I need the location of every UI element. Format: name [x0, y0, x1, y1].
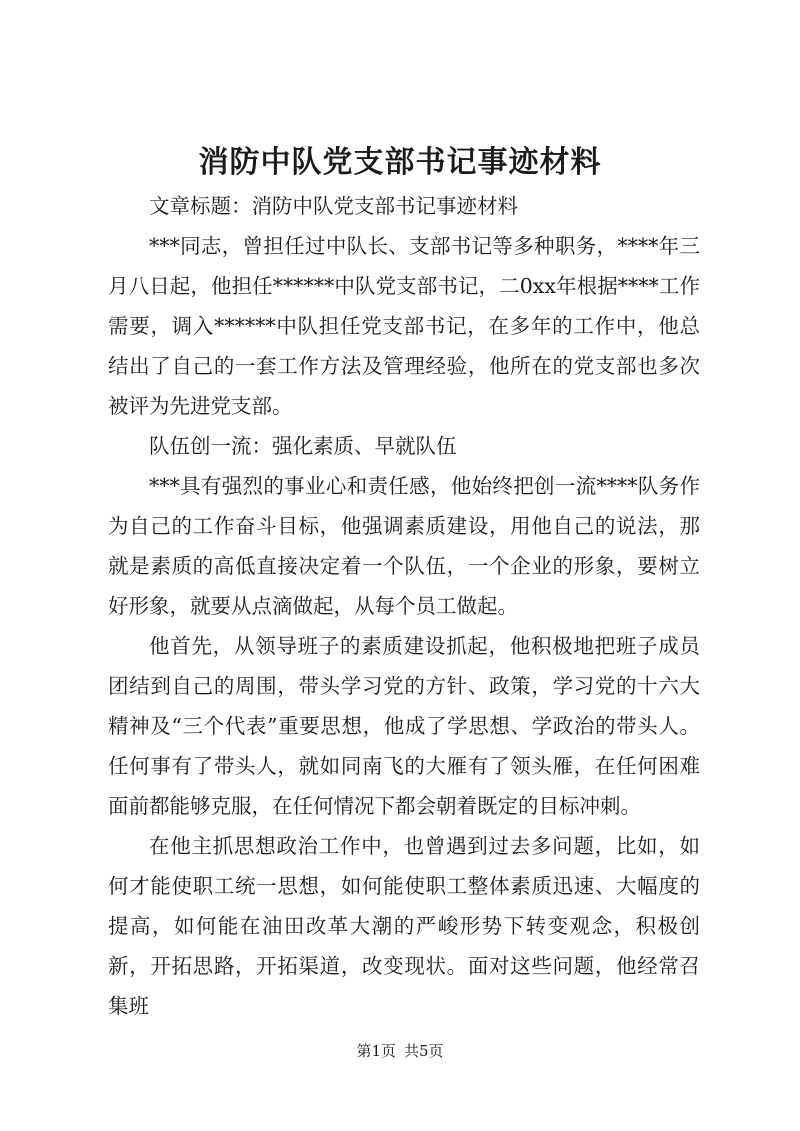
paragraph: 在他主抓思想政治工作中，也曾遇到过去多问题，比如，如何才能使职工统一思想，如何能使职工整体素质迅速、大幅度的提高，如何能在油田改革大潮的严峻形势下转变观念，积极创新，开拓思路，开拓渠道，改变现状。面对这些问题，他经常召集班: [108, 834, 700, 1018]
page-footer: [0, 1041, 800, 1061]
document-body: [108, 186, 700, 1026]
section-heading: 队伍创一流：强化素质、早就队伍: [149, 434, 457, 458]
paragraph: ***同志，曾担任过中队长、支部书记等多种职务，****年三月八日起，他担任******中队党支部书记，二0xx年根据****工作需要，调入******中队担任党支部书记，在多年的工作中，他总结出了自己的一套工作方法及管理经验，他所在的党支部也多次被评为先进党支部。: [108, 234, 700, 418]
paragraph: 他首先，从领导班子的素质建设抓起，他积极地把班子成员团结到自己的周围，带头学习党的方针、政策，学习党的十六大精神及“三个代表”重要思想，他成了学思想、学政治的带头人。任何事有了带头人，就如同南飞的大雁有了领头雁，在任何困难面前都能够克服，在任何情况下都会朝着既定的目标冲刺。: [108, 634, 700, 818]
document-title: 消防中队党支部书记事迹材料: [198, 145, 602, 180]
article-title-line: 文章标题：消防中队党支部书记事迹材料: [149, 194, 518, 218]
paragraph: ***具有强烈的事业心和责任感，他始终把创一流****队务作为自己的工作奋斗目标，他强调素质建设，用他自己的说法，那就是素质的高低直接决定着一个队伍，一个企业的形象，要树立好形象，就要从点滴做起，从每个员工做起。: [108, 474, 700, 618]
page-number: 第1页: [356, 1042, 396, 1060]
page-total: 共5页: [404, 1042, 444, 1060]
